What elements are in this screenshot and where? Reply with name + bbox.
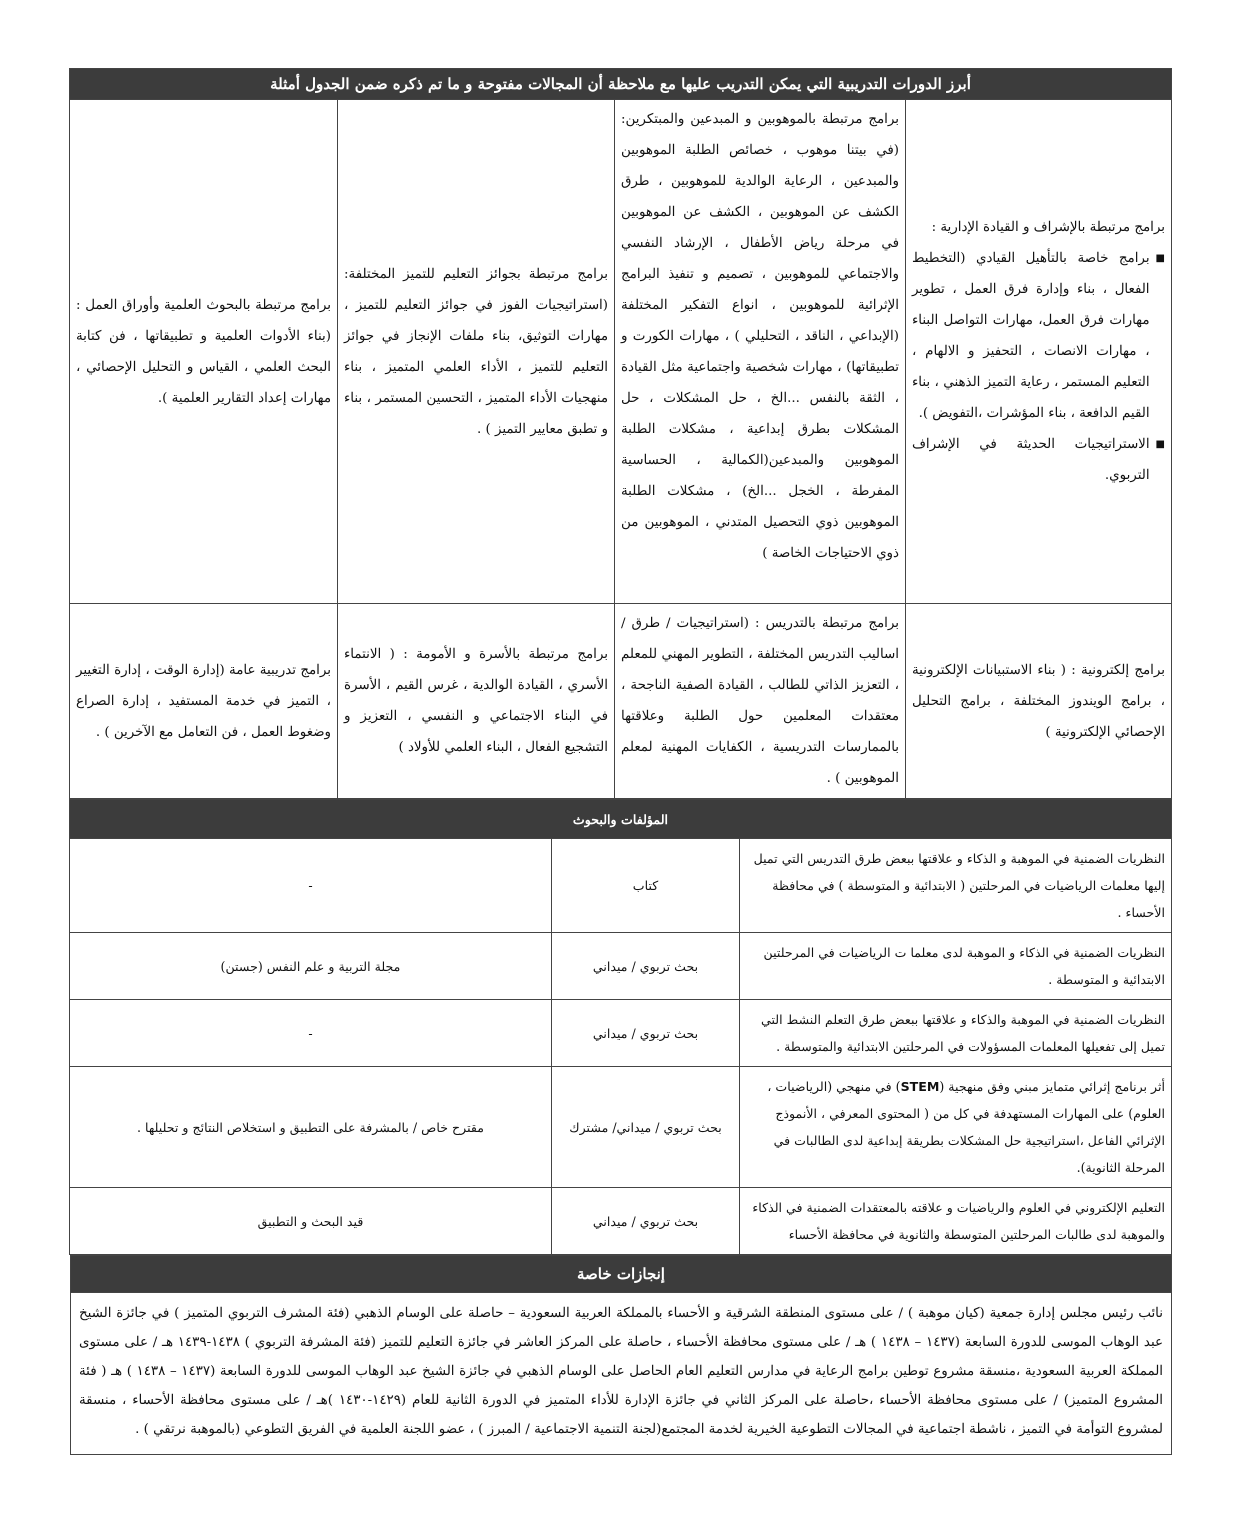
publication-title: النظريات الضمنية في الموهبة والذكاء و علاقتها ببعض طرق التعلم النشط التي تميل إلى تفعيلها المعلمات المسؤولات في المرحلتين الابتدائية والمتوسطة .	[740, 1000, 1172, 1067]
achievements-table	[70, 1255, 1172, 1455]
publication-title: النظريات الضمنية في الموهبة و الذكاء و علاقتها ببعض طرق التدريس التي تميل إليها معلمات الرياضيات في المرحلتين ( الابتدائية و المتوسطة ) في محافظة الأحساء .	[740, 839, 1172, 933]
publication-note: -	[69, 1000, 551, 1067]
family-programs-cell: برامج مرتبطة بالأسرة و الأمومة : ( الانتماء الأسري ، القيادة الوالدية ، غرس القيم ، الأسرة في البناء الاجتماعي و النفسي ، التعزيز و التشجيع الفعال ، البناء العلمي للأولاد )	[338, 604, 615, 799]
teaching-programs-cell: برامج مرتبطة بالتدريس : (استراتيجيات / طرق / اساليب التدريس المختلفة ، التطوير المهني للمعلم ، التعزيز الذاتي للطالب ، القيادة الصفية الناجحة ، معتقدات المعلمين حول الطلبة وعلاقتها بالممارسات التدريسية ، الكفايات المهنية لمعلم الموهوبين ) .	[615, 604, 906, 799]
publication-type: بحث تربوي / ميداني	[552, 933, 740, 1000]
gifted-programs-cell: برامج مرتبطة بالموهوبين و المبدعين والمبتكرين: (في بيتنا موهوب ، خصائص الطلبة الموهوبين والمبدعين ، الرعاية الوالدية للموهوبين ، طرق الكشف عن الموهوبين ، الكشف عن الموهوبين في مرحلة رياض الأطفال ، الإرشاد النفسي والاجتماعي للموهوبين ، تصميم و تنفيذ البرامج الإثرائية للموهوبين ، انواع التفكير المختلفة (الإبداعي ، الناقد ، التحليلي ) ، مهارات الكورت و تطبيقاتها) ، مهارات شخصية واجتماعية مثل القيادة ، الثقة بالنفس ...الخ ، حل المشكلات ، حل المشكلات بطرق إبداعية ، مشكلات الطلبة الموهوبين والمبدعين(الكمالية ، الحساسية المفرطة ، الخجل ...الخ) ، مشكلات الطلبة الموهوبين ذوي التحصيل المتدني ، الموهوبين من ذوي الاحتياجات الخاصة )	[615, 100, 906, 604]
achievements-text: نائب رئيس مجلس إدارة جمعية (كيان موهبة ) / على مستوى المنطقة الشرقية و الأحساء بالمملكة العربية السعودية – حاصلة على الوسام الذهبي (فئة المشرف التربوي المتميز ) في جائزة الشيخ عبد الوهاب الموسى للدورة السابعة (١٤٣٧ – ١٤٣٨ ) هـ / على مستوى محافظة الأحساء ، حاصلة على المركز العاشر في جائزة التعليم للتميز (فئة المشرفة التربوي ) ١٤٣٨-١٤٣٩ هـ / على مستوى المملكة العربية السعودية ،منسقة مشروع توطين برامج الرعاية في مدارس التعليم العام الحاصل على الوسام الذهبي في جائزة الشيخ عبد الوهاب الموسى للدورة السابعة (١٤٣٧ – ١٤٣٨ ) هـ ( فئة المشروع المتميز) / على مستوى محافظة الأحساء ،حاصلة على المركز الثاني في جائزة الإدارة للأداء المتميز في الدورة الثانية للعام (١٤٢٩-١٤٣٠ )هـ / على مستوى محافظة الأحساء ، منسقة لمشروع التوأمة في التميز ، ناشطة اجتماعية في المجالات التطوعية الخيرية لخدمة المجتمع(لجنة التنمية الاجتماعية / المبرز ) ، عضو اللجنة العلمية في الفريق التطوعي (بالموهبة نرتقي ) .	[71, 1293, 1172, 1455]
publication-row	[69, 1067, 1171, 1188]
electronic-programs-cell: برامج إلكترونية : ( بناء الاستبيانات الإلكترونية ، برامج الويندوز المختلفة ، برامج التحليل الإحصائي الإلكترونية )	[906, 604, 1172, 799]
supervision-item-1: ■ برامج خاصة بالتأهيل القيادي (التخطيط الفعال ، بناء وإدارة فرق العمل ، تطوير مهارات فرق العمل، مهارات التواصل البناء ، مهارات الانصات ، التحفيز و الالهام ، التعليم المستمر ، رعاية التميز الذهني ، بناء القيم الدافعة ، بناء المؤشرات ،التفويض ).	[912, 243, 1165, 429]
cv-sheet	[70, 68, 1172, 1455]
publication-row	[69, 1000, 1171, 1067]
publication-type: بحث تربوي / ميداني	[552, 1188, 740, 1255]
publication-note: مقترح خاص / بالمشرفة على التطبيق و استخلاص النتائج و تحليلها .	[69, 1067, 551, 1188]
publications-header: المؤلفات والبحوث	[69, 800, 1171, 839]
research-programs-cell: برامج مرتبطة بالبحوث العلمية وأوراق العمل :(بناء الأدوات العلمية و تطبيقاتها ، فن كتابة البحث العلمي ، القياس و التحليل الإحصائي ، مهارات إعداد التقارير العلمية ).	[70, 100, 338, 604]
publications-table	[69, 799, 1172, 1255]
general-programs-cell: برامج تدريبية عامة (إدارة الوقت ، إدارة التغيير ، التميز في خدمة المستفيد ، إدارة الصراع وضغوط العمل ، فن التعامل مع الآخرين ) .	[70, 604, 338, 799]
achievements-header: إنجازات خاصة	[71, 1256, 1172, 1293]
awards-programs-cell: برامج مرتبطة بجوائز التعليم للتميز المختلفة:(استراتيجيات الفوز في جوائز التعليم للتميز ، مهارات التوثيق، بناء ملفات الإنجاز في جوائز التعليم للتميز ، الأداء العلمي المتميز ، بناء منهجيات الأداء المتميز ، التحسين المستمر ، بناء و تطبق معايير التميز ) .	[338, 100, 615, 604]
publication-row	[69, 933, 1171, 1000]
courses-table	[69, 68, 1172, 799]
publication-row	[69, 839, 1171, 933]
publication-type: بحث تربوي / ميداني/ مشترك	[552, 1067, 740, 1188]
bullet-square-icon: ■	[1155, 253, 1165, 264]
publication-note: -	[69, 839, 551, 933]
publication-type: بحث تربوي / ميداني	[552, 1000, 740, 1067]
publication-title: أثر برنامج إثرائي متمايز مبني وفق منهجية (STEM) في منهجي (الرياضيات ، العلوم) على المهارات المستهدفة في كل من ( المحتوى المعرفي ، الأنموذج الإثرائي الفاعل ،استراتيجية حل المشكلات بطريقة إبداعية لدى الطالبات في المرحلة الثانوية).	[740, 1067, 1172, 1188]
bullet-square-icon: ■	[1155, 439, 1165, 450]
supervision-title: برامج مرتبطة بالإشراف و القيادة الإدارية :	[931, 220, 1165, 235]
publication-title: التعليم الإلكتروني في العلوم والرياضيات و علاقته بالمعتقدات الضمنية في الذكاء والموهبة لدى طالبات المرحلتين المتوسطة والثانوية في محافظة الأحساء	[740, 1188, 1172, 1255]
publication-title: النظريات الضمنية في الذكاء و الموهبة لدى معلما ت الرياضيات في المرحلتين الابتدائية و المتوسطة .	[740, 933, 1172, 1000]
publication-note: قيد البحث و التطبيق	[69, 1188, 551, 1255]
publication-row	[69, 1188, 1171, 1255]
publication-note: مجلة التربية و علم النفس (جستن)	[69, 933, 551, 1000]
courses-header: أبرز الدورات التدريبية التي يمكن التدريب عليها مع ملاحظة أن المجالات مفتوحة و ما تم ذكره ضمن الجدول أمثلة	[70, 69, 1172, 100]
publication-type: كتاب	[552, 839, 740, 933]
supervision-item-2: ■ الاستراتيجيات الحديثة في الإشراف التربوي.	[912, 429, 1165, 491]
stem-label: STEM	[900, 1079, 940, 1094]
supervision-programs-cell	[906, 100, 1172, 604]
